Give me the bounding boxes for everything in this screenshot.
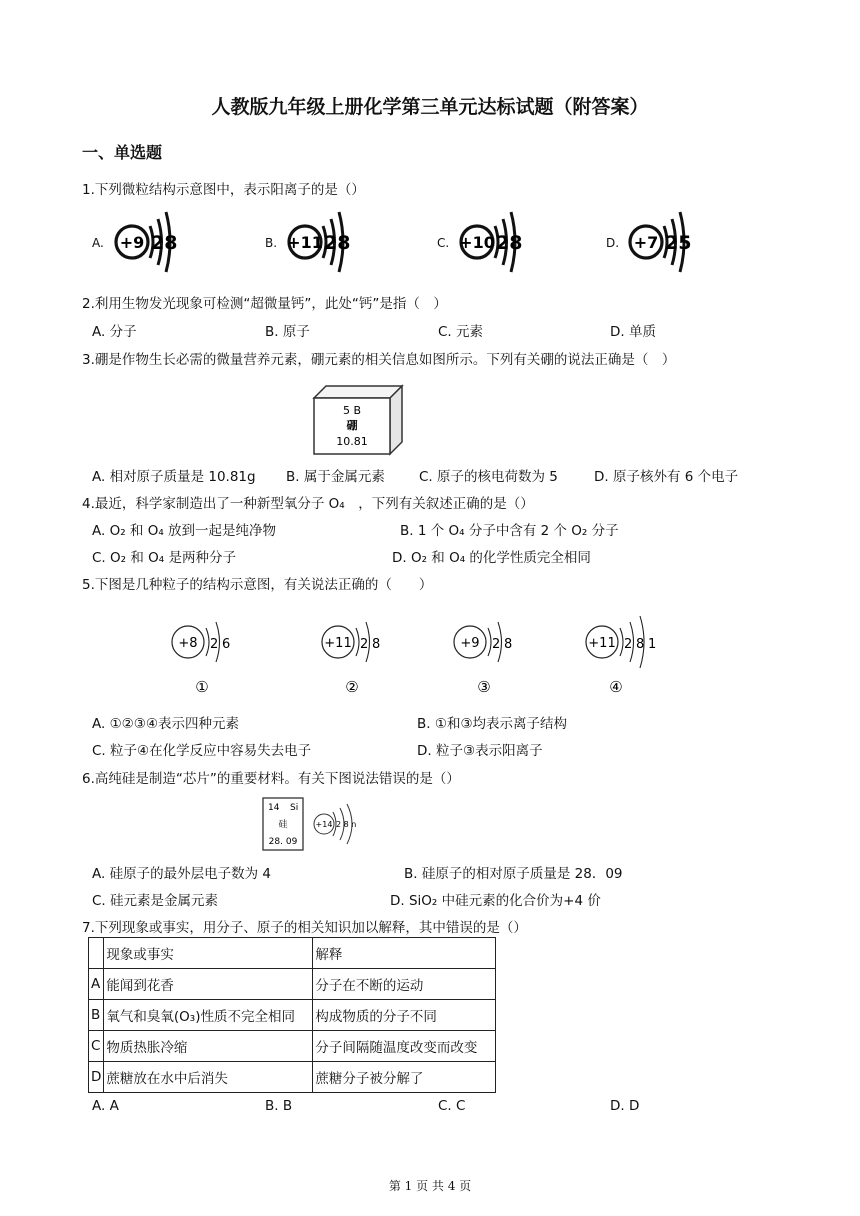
electron-count-shell-2: 8 [372,637,381,652]
question-7-table [88,937,496,1093]
question-3-stem: 3.硼是作物生长必需的微量营养元素，硼元素的相关信息如图所示。下列有关硼的说法正确是（ ） [82,352,676,368]
electron-count-shell-3: 1 [648,637,657,652]
electron-count-shell-2: 6 [222,637,231,652]
question-1-option-label: D. [606,236,620,250]
question-5-option-d: D. 粒子③表示阳离子 [417,743,543,759]
boron-element-card [312,384,404,456]
table-row [89,1031,496,1062]
particle-number-tag: ④ [609,678,623,696]
atom-structure-diagram [620,208,700,276]
table-header-cell: 解释 [313,938,496,969]
question-3-option-b: B. 属于金属元素 [286,469,385,485]
nucleus-charge: +11 [324,636,352,651]
question-4-option-a: A. O₂ 和 O₄ 放到一起是纯净物 [92,523,277,539]
section-heading: 一、单选题 [82,143,163,162]
question-1-option-label: B. [265,236,278,250]
table-header-cell [89,938,104,969]
atom-structure-diagram [451,208,531,276]
question-7-option-d: D. D [610,1098,640,1114]
electron-count-shell-2: 8 [636,637,645,652]
table-cell: 蔗糖放在水中后消失 [104,1062,313,1093]
nucleus-charge: +7 [633,233,659,252]
table-header-cell: 现象或事实 [104,938,313,969]
question-7-option-b: B. B [265,1098,293,1114]
table-cell: 分子在不断的运动 [313,969,496,1000]
question-2-option-c: C. 元素 [438,324,484,340]
boron-mass: 10.81 [336,435,368,448]
table-row [89,1000,496,1031]
question-2-option-d: D. 单质 [610,324,656,340]
question-2-stem: 2.利用生物发光现象可检测“超微量钙”，此处“钙”是指（ ） [82,296,447,312]
nucleus-charge: +9 [119,233,145,252]
question-2-option-b: B. 原子 [265,324,310,340]
question-7-stem: 7.下列现象或事实，用分子、原子的相关知识加以解释，其中错误的是（） [82,920,527,936]
question-6-option-a: A. 硅原子的最外层电子数为 4 [92,866,271,882]
particle-diagram [168,602,258,698]
question-7-option-a: A. A [92,1098,119,1114]
particle-diagram [582,602,672,698]
atom-structure-diagram [106,208,186,276]
question-6-stem: 6.高纯硅是制造“芯片”的重要材料。有关下图说法错误的是（） [82,771,460,787]
electron-shell-counts: 28 [496,232,523,254]
electron-shell-counts: 28 [324,232,351,254]
question-5-option-c: C. 粒子④在化学反应中容易失去电子 [92,743,312,759]
question-3-option-c: C. 原子的核电荷数为 5 [419,469,558,485]
electron-count-shell-1: 2 [210,637,219,652]
particle-diagram [318,602,408,698]
question-1-option-label: A. [92,236,104,250]
question-6-option-b: B. 硅原子的相对原子质量是 28．09 [404,866,623,882]
silicon-electrons: 2 8 n [336,820,357,829]
table-cell: 物质热胀冷缩 [104,1031,313,1062]
silicon-number: 14 [268,803,280,813]
particle-number-tag: ② [345,678,359,696]
table-cell: 构成物质的分子不同 [313,1000,496,1031]
question-4-option-b: B. 1 个 O₄ 分子中含有 2 个 O₂ 分子 [400,523,619,539]
silicon-nucleus: +14 [315,820,333,829]
page-title: 人教版九年级上册化学第三单元达标试题（附答案） [211,96,649,118]
table-cell: C [89,1031,104,1062]
question-1-option-label: C. [437,236,450,250]
silicon-name: 硅 [278,820,288,830]
nucleus-charge: +10 [459,233,495,252]
question-3-option-a: A. 相对原子质量是 10.81g [92,469,256,485]
particle-number-tag: ③ [477,678,491,696]
atom-structure-diagram [279,208,359,276]
silicon-mass: 28. 09 [268,837,298,847]
question-6-option-d: D. SiO₂ 中硅元素的化合价为+4 价 [390,893,601,909]
question-4-option-c: C. O₂ 和 O₄ 是两种分子 [92,550,236,566]
nucleus-charge: +9 [460,636,480,651]
page-footer: 第 1 页 共 4 页 [388,1179,472,1193]
question-2-option-a: A. 分子 [92,324,137,340]
question-7-option-c: C. C [438,1098,466,1114]
question-4-stem: 4.最近，科学家制造出了一种新型氧分子 O₄ ，下列有关叙述正确的是（） [82,496,534,512]
question-4-option-d: D. O₂ 和 O₄ 的化学性质完全相同 [392,550,591,566]
boron-name: 硼 [346,419,358,432]
electron-count-shell-1: 2 [624,637,633,652]
question-1-stem: 1.下列微粒结构示意图中，表示阳离子的是（） [82,182,365,198]
silicon-figure [262,797,362,851]
silicon-symbol: Si [290,803,299,813]
question-6-option-c: C. 硅元素是金属元素 [92,893,219,909]
electron-shell-counts: 25 [665,232,692,254]
table-row [89,1062,496,1093]
electron-shell-counts: 28 [151,232,178,254]
question-5-option-a: A. ①②③④表示四种元素 [92,716,239,732]
electron-count-shell-1: 2 [360,637,369,652]
nucleus-charge: +8 [178,636,198,651]
particle-diagram [450,602,540,698]
electron-count-shell-2: 8 [504,637,513,652]
boron-number-symbol: 5 B [342,404,362,417]
question-3-option-d: D. 原子核外有 6 个电子 [594,469,739,485]
table-cell: 分子间隔随温度改变而改变 [313,1031,496,1062]
electron-count-shell-1: 2 [492,637,501,652]
table-cell: 蔗糖分子被分解了 [313,1062,496,1093]
nucleus-charge: +11 [287,233,323,252]
table-cell: B [89,1000,104,1031]
table-header-row [89,938,496,969]
table-cell: A [89,969,104,1000]
table-row [89,969,496,1000]
particle-number-tag: ① [195,678,209,696]
table-cell: 氧气和臭氧(O₃)性质不完全相同 [104,1000,313,1031]
nucleus-charge: +11 [588,636,616,651]
table-cell: D [89,1062,104,1093]
question-5-option-b: B. ①和③均表示离子结构 [417,716,568,732]
table-cell: 能闻到花香 [104,969,313,1000]
question-5-stem: 5.下图是几种粒子的结构示意图，有关说法正确的（ ） [82,577,433,593]
